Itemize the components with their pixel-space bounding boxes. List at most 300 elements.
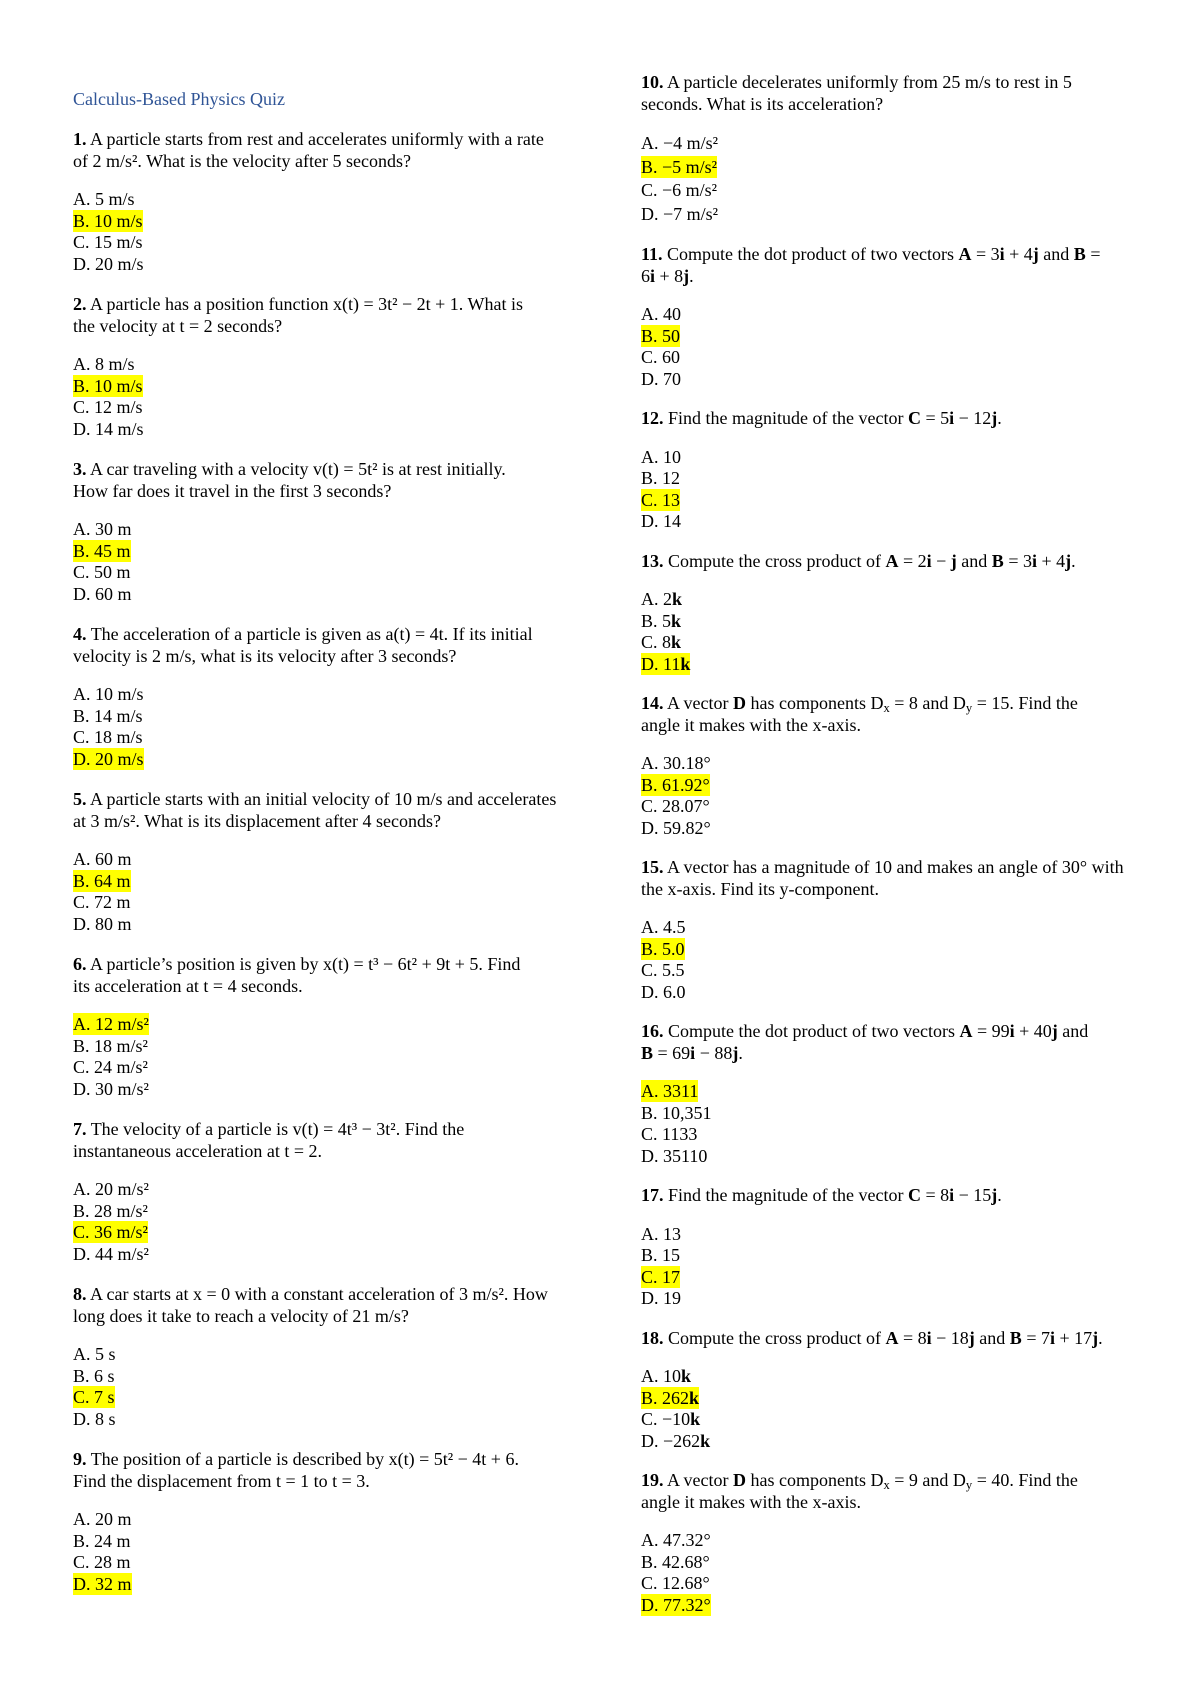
text-run: + 40 bbox=[1014, 1021, 1052, 1041]
text-run: 15 bbox=[662, 1245, 681, 1265]
answer-option-b bbox=[73, 871, 556, 893]
question-text-line bbox=[73, 954, 556, 976]
text-run: A car starts at x = 0 with a constant acceleration of 3 m/s². How bbox=[90, 1284, 548, 1305]
text-run: 10 m/s bbox=[94, 375, 143, 396]
answer-text bbox=[73, 705, 143, 727]
option-label: A. bbox=[641, 1366, 659, 1386]
answer-text bbox=[73, 1508, 132, 1530]
option-label: B. bbox=[641, 938, 658, 959]
answer-option-b bbox=[641, 1103, 1124, 1125]
answer-text bbox=[641, 368, 681, 390]
question-text-line bbox=[73, 294, 556, 316]
answer-text bbox=[73, 1408, 116, 1430]
question-text bbox=[73, 624, 556, 667]
answer-option-a bbox=[641, 132, 1124, 156]
answer-options bbox=[73, 519, 556, 605]
answer-options bbox=[641, 1081, 1124, 1167]
text-run: 3311 bbox=[663, 1081, 699, 1101]
answer-text bbox=[641, 1102, 712, 1124]
question-number: 14. bbox=[641, 693, 664, 713]
answer-option-d bbox=[641, 1595, 1124, 1617]
vector-symbol: A bbox=[959, 1021, 973, 1041]
answer-option-b bbox=[641, 156, 1124, 180]
answer-text bbox=[73, 188, 135, 210]
answer-text bbox=[73, 848, 132, 870]
text-run: + 4 bbox=[1036, 550, 1066, 571]
option-label: A. bbox=[73, 1179, 91, 1200]
answer-option-d bbox=[73, 1244, 556, 1266]
text-run: 61.92° bbox=[662, 774, 710, 795]
highlighted-answer bbox=[73, 540, 131, 562]
text-run: angle it makes with the x-axis. bbox=[641, 714, 861, 735]
right-question-list bbox=[641, 72, 1124, 1616]
question-16 bbox=[641, 1021, 1124, 1167]
question-3 bbox=[73, 459, 556, 605]
answer-options bbox=[73, 189, 556, 275]
question-text-line bbox=[641, 693, 1124, 715]
answer-option-a bbox=[641, 589, 1124, 611]
text-run: = 9 and D bbox=[889, 1470, 966, 1490]
answer-option-d bbox=[73, 1409, 556, 1431]
option-label: C. bbox=[73, 892, 90, 913]
option-label: A. bbox=[641, 589, 659, 609]
option-label: B. bbox=[641, 468, 658, 488]
question-number: 10. bbox=[641, 72, 664, 92]
answer-option-d bbox=[73, 584, 556, 606]
question-text-line bbox=[641, 408, 1124, 430]
text-run: A particle starts with an initial velocity of 10 m/s and accelerates bbox=[90, 789, 557, 810]
highlighted-answer bbox=[641, 1266, 680, 1288]
text-run: 8 s bbox=[95, 1408, 116, 1429]
answer-text bbox=[641, 1145, 707, 1167]
answer-option-c bbox=[641, 490, 1124, 512]
answer-text bbox=[641, 510, 681, 532]
answer-text bbox=[73, 1343, 116, 1365]
option-label: C. bbox=[641, 1124, 658, 1144]
option-label: D. bbox=[73, 253, 91, 274]
vector-symbol: j bbox=[991, 408, 998, 428]
question-1 bbox=[73, 129, 556, 275]
question-text-line bbox=[73, 481, 556, 503]
answer-text bbox=[73, 561, 131, 583]
highlighted-answer bbox=[641, 325, 680, 347]
question-text-line bbox=[73, 789, 556, 811]
text-run: 77.32° bbox=[663, 1594, 711, 1615]
answer-option-c bbox=[641, 632, 1124, 654]
text-run: 14 m/s bbox=[94, 705, 143, 726]
answer-text bbox=[641, 1551, 710, 1573]
answer-text bbox=[73, 396, 143, 418]
text-run: A vector bbox=[667, 1470, 733, 1490]
text-run: −6 m/s² bbox=[662, 180, 718, 200]
answer-option-a bbox=[73, 354, 556, 376]
answer-text bbox=[73, 253, 144, 275]
text-run: − 88 bbox=[695, 1042, 733, 1063]
answer-option-b bbox=[641, 1245, 1124, 1267]
question-14 bbox=[641, 693, 1124, 839]
answer-option-b bbox=[641, 611, 1124, 633]
answer-option-a bbox=[641, 753, 1124, 775]
text-run: − 18 bbox=[931, 1327, 969, 1348]
text-run: 13 bbox=[663, 1223, 681, 1244]
answer-option-b bbox=[641, 468, 1124, 490]
question-text-line bbox=[73, 151, 556, 173]
text-run: 80 m bbox=[95, 913, 132, 934]
answer-text bbox=[73, 418, 144, 440]
answer-option-b bbox=[641, 939, 1124, 961]
text-run: = 40. Find the bbox=[972, 1470, 1078, 1490]
vector-symbol: B bbox=[1073, 244, 1086, 264]
text-run: 20 m/s bbox=[95, 748, 144, 769]
answer-option-a bbox=[641, 1366, 1124, 1388]
vector-symbol: i bbox=[650, 265, 656, 286]
text-run: at 3 m/s². What is its displacement after 4 seconds? bbox=[73, 810, 441, 831]
option-label: C. bbox=[73, 727, 90, 748]
option-label: B. bbox=[73, 1530, 90, 1551]
vector-symbol: i bbox=[999, 244, 1005, 264]
answer-options bbox=[641, 1366, 1124, 1452]
option-label: A. bbox=[73, 1509, 91, 1530]
question-number: 1. bbox=[73, 129, 87, 150]
text-run: 10 bbox=[663, 446, 681, 467]
vector-symbol: k bbox=[689, 1387, 700, 1408]
vector-symbol: k bbox=[680, 653, 691, 674]
vector-symbol: j bbox=[732, 1042, 739, 1063]
answer-option-d bbox=[73, 1079, 556, 1101]
left-question-list bbox=[73, 129, 556, 1595]
option-label: D. bbox=[73, 1573, 91, 1594]
answer-option-b bbox=[73, 376, 556, 398]
answer-option-c bbox=[641, 1409, 1124, 1431]
question-text bbox=[73, 954, 556, 997]
text-run: 14 bbox=[663, 511, 681, 531]
answer-options bbox=[641, 304, 1124, 390]
text-run: . bbox=[738, 1042, 743, 1063]
option-label: A. bbox=[641, 1223, 659, 1244]
answer-text bbox=[641, 1430, 710, 1452]
vector-symbol: j bbox=[683, 265, 690, 286]
vector-symbol: i bbox=[690, 1042, 696, 1063]
text-run: 13 bbox=[662, 489, 681, 510]
answer-option-a bbox=[73, 189, 556, 211]
text-run: 60 m bbox=[95, 849, 132, 870]
answer-option-a bbox=[641, 1530, 1124, 1552]
answer-options bbox=[73, 354, 556, 440]
text-run: 32 m bbox=[95, 1573, 132, 1594]
option-label: A. bbox=[73, 519, 91, 540]
question-text bbox=[641, 693, 1124, 736]
answer-option-b bbox=[73, 706, 556, 728]
answer-option-b bbox=[73, 1036, 556, 1058]
text-run: 59.82° bbox=[663, 817, 711, 838]
answer-text bbox=[73, 1178, 149, 1200]
answer-option-d bbox=[73, 1574, 556, 1596]
text-run: 50 m bbox=[94, 562, 131, 583]
question-text bbox=[641, 72, 1124, 115]
text-run: its acceleration at t = 4 seconds. bbox=[73, 975, 303, 996]
highlighted-answer bbox=[73, 375, 143, 397]
question-text bbox=[641, 1470, 1124, 1513]
text-run: = 8 and D bbox=[889, 693, 966, 713]
text-run: = 99 bbox=[972, 1021, 1010, 1041]
answer-option-b bbox=[641, 326, 1124, 348]
highlighted-answer bbox=[73, 870, 131, 892]
text-run: = 2 bbox=[898, 550, 927, 571]
question-text-line bbox=[641, 1492, 1124, 1514]
answer-option-c bbox=[641, 179, 1124, 203]
option-label: D. bbox=[641, 1430, 659, 1451]
text-run: 28.07° bbox=[662, 796, 710, 816]
option-label: D. bbox=[641, 1145, 659, 1166]
answer-option-a bbox=[641, 917, 1124, 939]
text-run: 72 m bbox=[94, 892, 131, 913]
question-text bbox=[641, 1328, 1124, 1350]
answer-option-c bbox=[641, 960, 1124, 982]
highlighted-answer bbox=[641, 653, 690, 675]
text-run: 24 m bbox=[94, 1530, 131, 1551]
answer-option-a bbox=[641, 447, 1124, 469]
question-text-line bbox=[641, 1043, 1124, 1065]
question-number: 12. bbox=[641, 408, 664, 428]
text-run: 50 bbox=[662, 325, 681, 346]
answer-text bbox=[73, 1078, 149, 1100]
vector-symbol: i bbox=[926, 1327, 932, 1348]
option-label: C. bbox=[73, 1387, 90, 1408]
highlighted-answer bbox=[73, 1573, 132, 1595]
question-6 bbox=[73, 954, 556, 1100]
option-label: D. bbox=[641, 1594, 659, 1615]
highlighted-answer bbox=[73, 1386, 115, 1408]
answer-option-d bbox=[641, 818, 1124, 840]
option-label: A. bbox=[73, 189, 91, 210]
option-label: B. bbox=[641, 1245, 658, 1265]
text-run: . bbox=[689, 265, 694, 286]
text-run: 6 s bbox=[94, 1365, 115, 1386]
option-label: B. bbox=[641, 1387, 658, 1408]
answer-text bbox=[73, 1035, 148, 1057]
question-number: 4. bbox=[73, 624, 87, 645]
question-text-line bbox=[73, 1471, 556, 1493]
question-13 bbox=[641, 551, 1124, 676]
vector-symbol: i bbox=[949, 1185, 955, 1205]
text-run: − bbox=[931, 550, 951, 571]
text-run: Compute the dot product of two vectors bbox=[668, 1021, 960, 1041]
question-text-line bbox=[73, 976, 556, 998]
text-run: velocity is 2 m/s, what is its velocity after 3 seconds? bbox=[73, 645, 457, 666]
text-run: 6 bbox=[641, 265, 650, 286]
text-run: 70 bbox=[663, 368, 681, 389]
question-10 bbox=[641, 72, 1124, 226]
text-run: the x-axis. Find its y-component. bbox=[641, 878, 879, 899]
question-text bbox=[641, 1021, 1124, 1064]
text-run: How far does it travel in the first 3 seconds? bbox=[73, 480, 392, 501]
vector-symbol: k bbox=[690, 1409, 701, 1429]
vector-symbol: j bbox=[1051, 1021, 1058, 1041]
subscript: y bbox=[965, 1478, 973, 1493]
text-run: −5 m/s² bbox=[662, 156, 718, 177]
question-number: 9. bbox=[73, 1449, 87, 1470]
question-text-line bbox=[73, 1119, 556, 1141]
option-label: B. bbox=[73, 1365, 90, 1386]
option-label: B. bbox=[641, 156, 658, 177]
answer-option-b bbox=[73, 1531, 556, 1553]
answer-text bbox=[73, 1200, 148, 1222]
answer-option-a bbox=[73, 1179, 556, 1201]
vector-symbol: D bbox=[733, 1470, 746, 1490]
text-run: 6.0 bbox=[663, 981, 686, 1002]
answer-option-c bbox=[73, 1222, 556, 1244]
option-label: B. bbox=[641, 1102, 658, 1123]
text-run: Find the magnitude of the vector bbox=[668, 1185, 908, 1205]
option-label: C. bbox=[73, 1057, 90, 1078]
text-run: + 8 bbox=[655, 265, 684, 286]
question-text-line bbox=[73, 646, 556, 668]
text-run: . bbox=[1098, 1327, 1103, 1348]
question-7 bbox=[73, 1119, 556, 1265]
question-text-line bbox=[73, 624, 556, 646]
option-label: B. bbox=[641, 774, 658, 795]
question-text bbox=[641, 408, 1124, 430]
answer-text bbox=[641, 1408, 700, 1430]
text-run: 17 bbox=[662, 1266, 681, 1287]
highlighted-answer bbox=[73, 748, 144, 770]
text-run: A vector bbox=[667, 693, 733, 713]
answer-option-c bbox=[73, 397, 556, 419]
subscript: x bbox=[883, 1478, 890, 1493]
text-run: A particle starts from rest and accelerates uniformly with a rate bbox=[90, 129, 544, 150]
question-text bbox=[73, 129, 556, 172]
text-run: instantaneous acceleration at t = 2. bbox=[73, 1140, 323, 1161]
option-label: C. bbox=[641, 960, 658, 980]
vector-symbol: k bbox=[671, 632, 682, 652]
text-run: 35110 bbox=[663, 1145, 708, 1166]
vector-symbol: i bbox=[949, 408, 955, 428]
question-12 bbox=[641, 408, 1124, 533]
text-run: 5 bbox=[662, 610, 672, 631]
left-column bbox=[73, 89, 556, 1614]
text-run: −262 bbox=[663, 1430, 701, 1451]
answer-options bbox=[73, 1179, 556, 1265]
answer-option-c bbox=[73, 892, 556, 914]
answer-text bbox=[641, 817, 711, 839]
question-number: 19. bbox=[641, 1470, 664, 1490]
text-run: 20 m/s² bbox=[95, 1179, 149, 1200]
text-run: and bbox=[1057, 1021, 1089, 1041]
text-run: = bbox=[1085, 244, 1101, 264]
text-run: . bbox=[997, 1185, 1002, 1205]
answer-text bbox=[641, 752, 711, 774]
answer-options bbox=[73, 1509, 556, 1595]
text-run: = 7 bbox=[1021, 1327, 1050, 1348]
text-run: 12 m/s bbox=[94, 397, 143, 418]
question-number: 2. bbox=[73, 294, 87, 315]
vector-symbol: k bbox=[700, 1430, 711, 1451]
answer-option-b bbox=[73, 1366, 556, 1388]
answer-option-c bbox=[73, 1552, 556, 1574]
question-number: 11. bbox=[641, 244, 663, 264]
text-run: 14 m/s bbox=[95, 418, 144, 439]
text-run: 44 m/s² bbox=[95, 1243, 149, 1264]
question-5 bbox=[73, 789, 556, 935]
text-run: Compute the dot product of two vectors bbox=[667, 244, 959, 264]
vector-symbol: j bbox=[968, 1327, 975, 1348]
option-label: A. bbox=[641, 917, 659, 937]
question-text bbox=[641, 857, 1124, 900]
text-run: A car traveling with a velocity v(t) = 5t² is at rest initially. bbox=[90, 459, 506, 480]
option-label: D. bbox=[73, 583, 91, 604]
option-label: C. bbox=[73, 562, 90, 583]
answer-option-d bbox=[73, 254, 556, 276]
text-run: = 8 bbox=[920, 1185, 950, 1205]
text-run: the velocity at t = 2 seconds? bbox=[73, 315, 283, 336]
vector-symbol: j bbox=[1032, 244, 1039, 264]
option-label: A. bbox=[641, 304, 659, 324]
answer-text bbox=[641, 1572, 710, 1594]
highlighted-answer bbox=[73, 1221, 148, 1243]
option-label: A. bbox=[641, 446, 659, 467]
answer-option-b bbox=[73, 211, 556, 233]
answer-option-b bbox=[641, 775, 1124, 797]
option-label: D. bbox=[641, 511, 659, 531]
question-text-line bbox=[73, 1284, 556, 1306]
answer-text bbox=[73, 683, 144, 705]
option-label: C. bbox=[73, 1222, 90, 1243]
question-text-line bbox=[641, 266, 1124, 288]
text-run: Compute the cross product of bbox=[668, 550, 886, 571]
question-2 bbox=[73, 294, 556, 440]
answer-option-d bbox=[641, 1146, 1124, 1168]
option-label: C. bbox=[641, 1266, 658, 1287]
answer-option-c bbox=[641, 1124, 1124, 1146]
text-run: 18 m/s² bbox=[94, 1035, 148, 1056]
question-number: 8. bbox=[73, 1284, 87, 1305]
question-text-line bbox=[73, 459, 556, 481]
vector-symbol: C bbox=[907, 1185, 921, 1205]
vector-symbol: j bbox=[991, 1185, 998, 1205]
question-text-line bbox=[641, 857, 1124, 879]
text-run: −10 bbox=[662, 1409, 691, 1429]
option-label: D. bbox=[641, 368, 659, 389]
vector-symbol: A bbox=[958, 244, 972, 264]
option-label: C. bbox=[73, 1552, 90, 1573]
vector-symbol: B bbox=[991, 550, 1004, 571]
answer-text bbox=[73, 1551, 131, 1573]
text-run: = 69 bbox=[653, 1042, 691, 1063]
highlighted-answer bbox=[641, 156, 717, 178]
option-label: D. bbox=[641, 203, 659, 224]
text-run: A particle has a position function x(t) = 3t² − 2t + 1. What is bbox=[90, 294, 523, 315]
answer-option-c bbox=[73, 1057, 556, 1079]
answer-option-c bbox=[73, 562, 556, 584]
answer-option-a bbox=[73, 1509, 556, 1531]
text-run: = 5 bbox=[920, 408, 950, 428]
option-label: D. bbox=[73, 1243, 91, 1264]
answer-option-d bbox=[641, 369, 1124, 391]
text-run: has components D bbox=[746, 1470, 884, 1490]
answer-text bbox=[641, 981, 686, 1003]
question-9 bbox=[73, 1449, 556, 1595]
answer-text bbox=[73, 913, 132, 935]
subscript: y bbox=[965, 701, 973, 716]
option-label: A. bbox=[73, 849, 91, 870]
answer-text bbox=[641, 179, 717, 201]
answer-option-a bbox=[73, 1344, 556, 1366]
question-text bbox=[641, 551, 1124, 573]
answer-options bbox=[641, 132, 1124, 226]
option-label: D. bbox=[73, 1078, 91, 1099]
answer-option-c bbox=[73, 1387, 556, 1409]
text-run: 5.5 bbox=[662, 960, 685, 980]
